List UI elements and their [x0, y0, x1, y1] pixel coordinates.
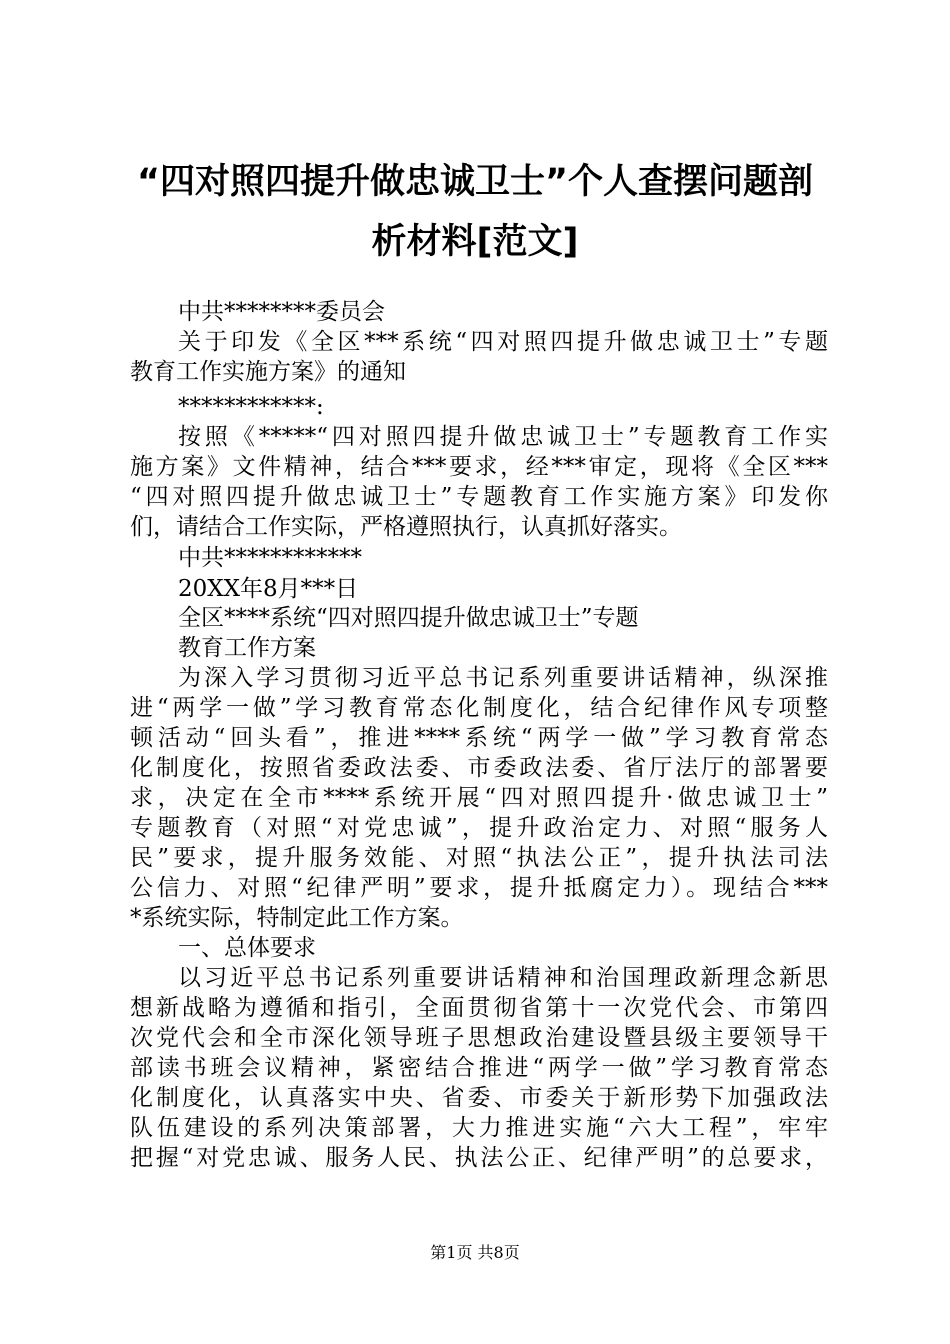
body-line: 以习近平总书记系列重要讲话精神和治国理政新理念新思: [178, 965, 828, 991]
body-line: 专题教育（对照“对党忠诚”，提升政治定力、对照“服务人: [130, 815, 828, 841]
body-line: 次党代会和全市深化领导班子思想政治建设暨县级主要领导干: [130, 1025, 828, 1051]
body-line: 按照《*****“四对照四提升做忠诚卫士”专题教育工作实: [178, 424, 828, 450]
body-line: 顿活动“回头看”，推进****系统“两学一做”学习教育常态: [130, 725, 828, 751]
signature-line: 中共************: [178, 545, 362, 571]
body-line: *系统实际，特制定此工作方案。: [130, 905, 464, 931]
body-line: 想新战略为遵循和指引，全面贯彻省第十一次党代会、市第四: [130, 995, 828, 1021]
body-line: 民”要求，提升服务效能、对照“执法公正”，提升执法司法: [130, 845, 828, 871]
document-title-line-2: 析材料[范文]: [371, 222, 579, 262]
body-line: 求，决定在全市****系统开展“四对照四提升·做忠诚卫士”: [130, 785, 828, 811]
section-heading: 一、总体要求: [178, 935, 316, 961]
body-line: 为深入学习贯彻习近平总书记系列重要讲话精神，纵深推: [178, 665, 828, 691]
issuer-line: 中共********委员会: [178, 299, 385, 325]
body-line: “四对照四提升做忠诚卫士”专题教育工作实施方案》印发你: [130, 484, 828, 510]
body-line: 队伍建设的系列决策部署，大力推进实施“六大工程”，牢牢: [130, 1115, 828, 1141]
body-line: 化制度化，按照省委政法委、市委政法委、省厅法厅的部署要: [130, 755, 828, 781]
body-line: 进“两学一做”学习教育常态化制度化，结合纪律作风专项整: [130, 695, 828, 721]
notice-title-line: 教育工作实施方案》的通知: [130, 359, 406, 385]
salutation-line: ************:: [178, 394, 324, 420]
notice-title-line: 关于印发《全区***系统“四对照四提升做忠诚卫士”专题: [178, 329, 828, 355]
body-line: 部读书班会议精神，紧密结合推进“两学一做”学习教育常态: [130, 1055, 828, 1081]
page-number-footer: 第1页 共8页: [430, 1243, 520, 1262]
document-title-line-1: “四对照四提升做忠诚卫士”个人查摆问题剖: [136, 162, 813, 202]
body-line: 施方案》文件精神，结合***要求，经***审定，现将《全区***: [130, 454, 828, 480]
body-line: 化制度化，认真落实中央、省委、市委关于新形势下加强政法: [130, 1085, 828, 1111]
body-line: 把握“对党忠诚、服务人民、执法公正、纪律严明”的总要求，: [130, 1145, 828, 1171]
body-line: 公信力、对照“纪律严明”要求，提升抵腐定力）。现结合***: [130, 875, 828, 901]
date-line: 20XX年8月***日: [178, 576, 359, 602]
plan-title-line: 教育工作方案: [178, 635, 316, 661]
body-line: 们，请结合工作实际，严格遵照执行，认真抓好落实。: [130, 514, 682, 540]
plan-title-line: 全区****系统“四对照四提升做忠诚卫士”专题: [178, 605, 639, 631]
